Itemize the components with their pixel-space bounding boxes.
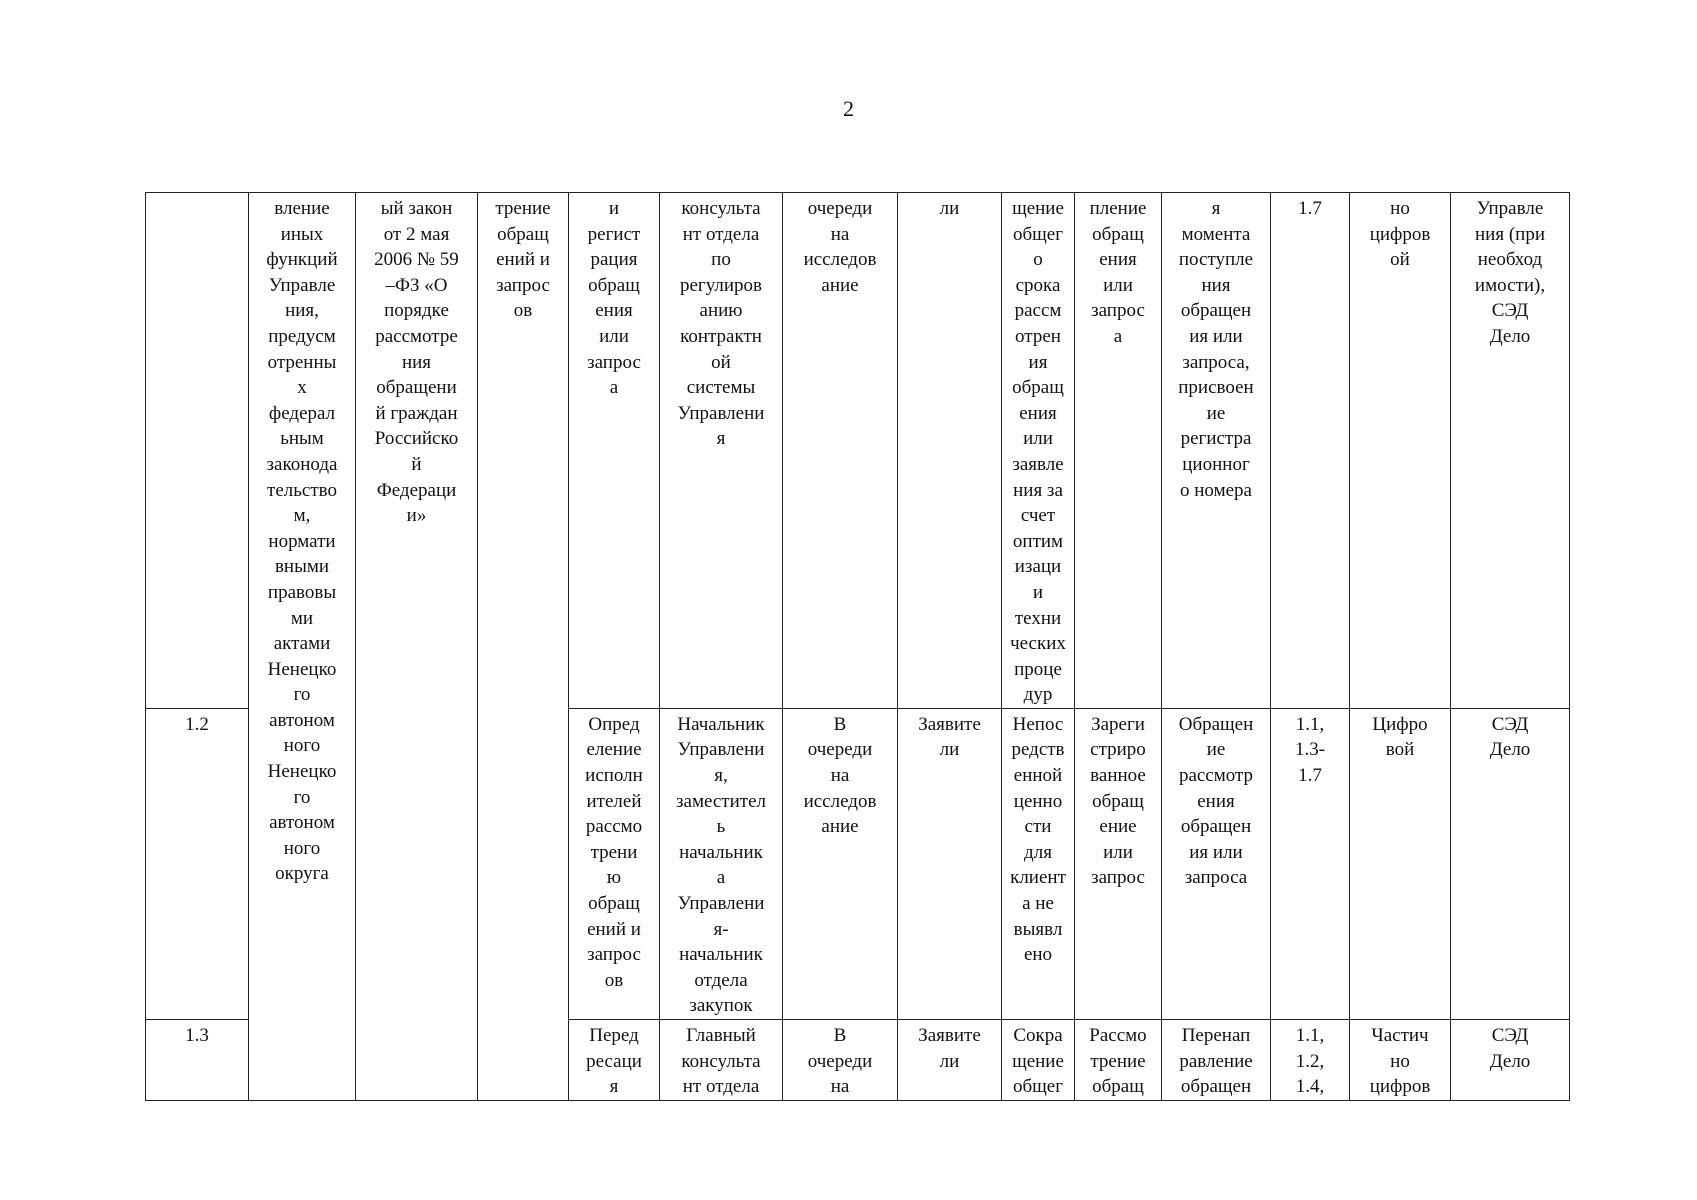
cell-step-number	[146, 193, 249, 709]
cell-system: СЭД Дело	[1451, 1020, 1570, 1101]
cell-step-number: 1.3	[146, 1020, 249, 1101]
cell-system: Управле ния (при необход имости), СЭД Дело	[1451, 193, 1570, 709]
page-number: 2	[843, 96, 854, 121]
cell-value: Непос редств енной ценно сти для клиент а не выявл ено	[1002, 708, 1075, 1019]
cell-responsible: консульта нт отдела по регулиров анию контрактн ой системы Управлени я	[660, 193, 783, 709]
cell-output: Перенап равление обращен	[1162, 1020, 1271, 1101]
cell-input: Зареги стриро ванное обращ ение или запрос	[1075, 708, 1162, 1019]
cell-basis: вление иных функций Управле ния, предусм отренны х федерал ьным законода тельство м, нормати вными правовы ми актами Ненецко го автоном ного Ненецко го автоном ного округа	[249, 193, 356, 1101]
cell-digital: Частич но цифров	[1350, 1020, 1451, 1101]
cell-output: я момента поступле ния обращен ия или запроса, присвоен ие регистра ционног о номера	[1162, 193, 1271, 709]
process-table	[145, 192, 1570, 1101]
cell-responsible: Главный консульта нт отдела	[660, 1020, 783, 1101]
cell-value: Сокра щение общег	[1002, 1020, 1075, 1101]
cell-step-name: Перед ресаци я	[569, 1020, 660, 1101]
cell-step-name: Опред еление исполн ителей рассмо трени ю обращ ений и запрос ов	[569, 708, 660, 1019]
cell-digital: но цифров ой	[1350, 193, 1451, 709]
cell-legal-act: ый закон от 2 мая 2006 № 59 –ФЗ «О порядке рассмотре ния обращени й граждан Российско й Федераци и»	[356, 193, 478, 1101]
cell-links: 1.1, 1.3- 1.7	[1271, 708, 1350, 1019]
cell-client: Заявите ли	[898, 708, 1002, 1019]
cell-responsible: Начальник Управлени я, заместител ь начальник а Управлени я- начальник отдела закупок	[660, 708, 783, 1019]
cell-status: очереди на исследов ание	[783, 193, 898, 709]
cell-step-number: 1.2	[146, 708, 249, 1019]
cell-input: Рассмо трение обращ	[1075, 1020, 1162, 1101]
cell-input: пление обращ ения или запрос а	[1075, 193, 1162, 709]
cell-status: В очереди на исследов ание	[783, 708, 898, 1019]
cell-step-name: и регист рация обращ ения или запрос а	[569, 193, 660, 709]
cell-client: Заявите ли	[898, 1020, 1002, 1101]
cell-client: ли	[898, 193, 1002, 709]
cell-links: 1.1, 1.2, 1.4,	[1271, 1020, 1350, 1101]
cell-links: 1.7	[1271, 193, 1350, 709]
cell-process: трение обращ ений и запрос ов	[478, 193, 569, 1101]
table-row	[146, 193, 1570, 709]
cell-digital: Цифро вой	[1350, 708, 1451, 1019]
cell-system: СЭД Дело	[1451, 708, 1570, 1019]
cell-status: В очереди на	[783, 1020, 898, 1101]
cell-output: Обращен ие рассмотр ения обращен ия или запроса	[1162, 708, 1271, 1019]
cell-value: щение общег о срока рассм отрен ия обращ ения или заявле ния за счет оптим изаци и техни ческих проце дур	[1002, 193, 1075, 709]
